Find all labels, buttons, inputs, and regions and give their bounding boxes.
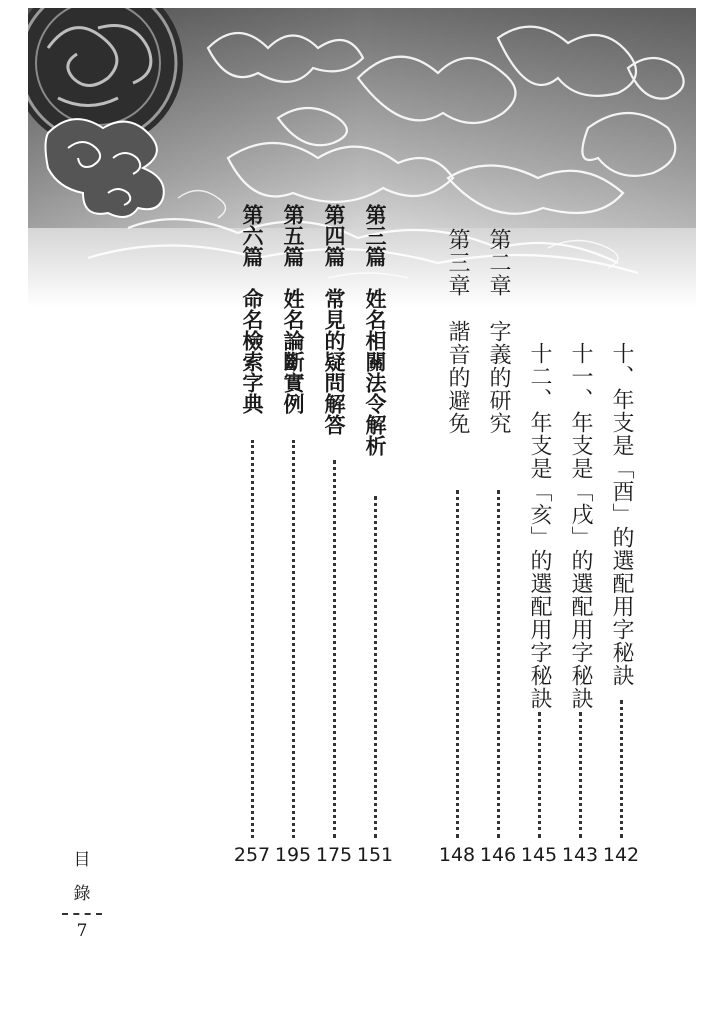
toc-leader-dots — [251, 440, 254, 838]
footer-dashed-rule — [62, 913, 102, 915]
toc-leader-dots — [620, 700, 623, 838]
toc-leader-dots — [456, 490, 459, 838]
toc-page-number: 145 — [520, 844, 558, 866]
toc-leader-dots — [292, 440, 295, 838]
section-marker-char: 錄 — [73, 884, 91, 904]
toc-page-number: 143 — [561, 844, 599, 866]
toc-page-number: 257 — [233, 844, 271, 866]
toc-page-number: 195 — [274, 844, 312, 866]
toc-entry-label: 第五篇 姓名論斷實例 — [281, 204, 305, 414]
toc-entry-label: 十二、年支是「亥」的選配用字秘訣 — [527, 342, 552, 710]
toc-leader-dots — [579, 712, 582, 838]
toc-leader-dots — [538, 712, 541, 838]
page-number: 7 — [76, 921, 88, 941]
toc-column[interactable] — [603, 0, 639, 880]
toc-column[interactable] — [439, 0, 475, 880]
toc-leader-dots — [497, 490, 500, 838]
toc-column[interactable] — [480, 0, 516, 880]
toc-leader-dots — [333, 460, 336, 838]
toc-page-number: 142 — [602, 844, 640, 866]
section-marker-char: 目 — [73, 850, 91, 870]
toc-column[interactable] — [562, 0, 598, 880]
toc-page-number: 175 — [315, 844, 353, 866]
toc-column[interactable] — [521, 0, 557, 880]
toc-entry-label: 十一、年支是「戌」的選配用字秘訣 — [568, 342, 593, 710]
toc-column[interactable] — [275, 0, 311, 880]
toc-column[interactable] — [234, 0, 270, 880]
page-footer — [62, 843, 102, 941]
toc-entry-label: 第二章 字義的研究 — [486, 228, 511, 435]
toc-page-number: 146 — [479, 844, 517, 866]
toc-entry-label: 十、年支是「酉」的選配用字秘訣 — [609, 342, 634, 687]
toc-column[interactable] — [357, 0, 393, 880]
toc-entry-label: 第四篇 常見的疑問解答 — [322, 204, 346, 435]
toc-entry-label: 第三篇 姓名相關法令解析 — [363, 204, 387, 456]
toc-entry-label: 第三章 諧音的避免 — [445, 228, 470, 435]
toc-page-number: 151 — [356, 844, 394, 866]
toc-leader-dots — [374, 496, 377, 838]
toc-column[interactable] — [316, 0, 352, 880]
toc-page-number: 148 — [438, 844, 476, 866]
toc-entry-label: 第六篇 命名檢索字典 — [240, 204, 264, 414]
